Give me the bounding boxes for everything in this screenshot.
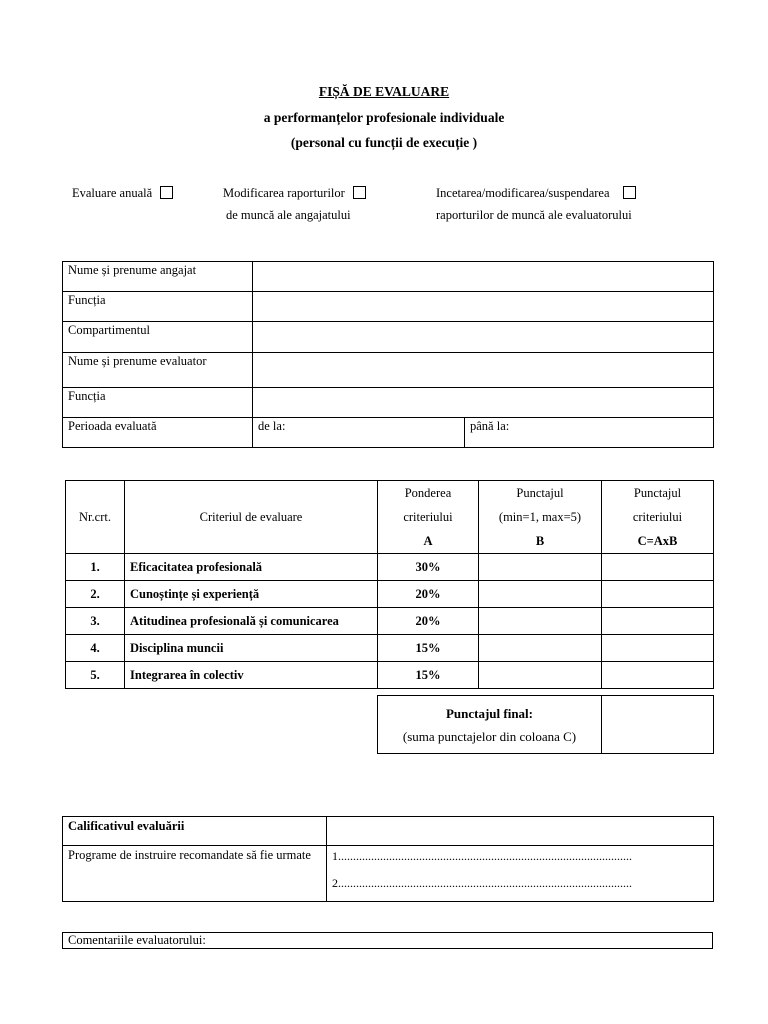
option-annual-label: Evaluare anuală — [72, 186, 153, 200]
header-punctajc-3: C=AxB — [637, 534, 678, 548]
label-programe: Programe de instruire recomandate să fie urmate — [63, 846, 327, 902]
row-pondere: 20% — [378, 581, 479, 608]
header-pondere-1: Ponderea — [404, 486, 452, 500]
criteria-row — [66, 635, 714, 662]
option-modificare-label: Modificarea raporturilor — [223, 186, 345, 200]
criteria-row — [66, 554, 714, 581]
row-punctaj-c[interactable] — [602, 581, 714, 608]
field-compartiment[interactable] — [253, 322, 714, 353]
field-pana-la[interactable] — [465, 418, 714, 448]
row-nr: 5. — [66, 662, 125, 689]
header-punctajc-2: criteriului — [632, 510, 683, 524]
field-programe[interactable] — [327, 846, 714, 902]
header-punctaj-criteriu — [602, 481, 714, 554]
row-criteriu: Atitudinea profesională și comunicarea — [125, 608, 378, 635]
row-punctaj-b[interactable] — [479, 554, 602, 581]
row-nr: 4. — [66, 635, 125, 662]
row-punctaj-b[interactable] — [479, 608, 602, 635]
header-punctaj — [479, 481, 602, 554]
final-score-label-cell — [378, 696, 602, 754]
field-functia-angajat[interactable] — [253, 292, 714, 322]
document-subtitle: a performanțelor profesionale individuale — [263, 110, 505, 125]
row-criteriu: Integrarea în colectiv — [125, 662, 378, 689]
row-criteriu: Eficacitatea profesională — [125, 554, 378, 581]
incetare-checkbox[interactable] — [623, 186, 636, 199]
row-pondere: 20% — [378, 608, 479, 635]
header-punctaj-3: B — [535, 534, 545, 548]
annual-checkbox[interactable] — [160, 186, 173, 199]
header-pondere — [378, 481, 479, 554]
field-functia-evaluator[interactable] — [253, 388, 714, 418]
row-punctaj-c[interactable] — [602, 635, 714, 662]
document-subtitle-2: (personal cu funcții de execuție ) — [290, 135, 478, 150]
row-pondere: 15% — [378, 635, 479, 662]
label-functia-angajat: Funcția — [63, 292, 253, 322]
header-nr: Nr.crt. — [66, 481, 125, 554]
final-score-table — [377, 695, 714, 754]
label-calificativ: Calificativul evaluării — [63, 817, 327, 846]
label-functia-evaluator: Funcția — [63, 388, 253, 418]
row-pondere: 30% — [378, 554, 479, 581]
final-score-label: Punctajul final: — [445, 705, 534, 721]
criteria-table — [65, 480, 714, 689]
label-pana-la: până la: — [470, 419, 510, 433]
header-pondere-3: A — [423, 534, 433, 548]
header-pondere-2: criteriului — [403, 510, 453, 524]
row-punctaj-b[interactable] — [479, 662, 602, 689]
document-title: FIȘĂ DE EVALUARE — [318, 84, 450, 99]
comentarii-table — [62, 932, 713, 949]
label-nume-angajat: Nume și prenume angajat — [63, 262, 253, 292]
option-incetare-line2: raporturilor de muncă ale evaluatorului — [436, 208, 632, 222]
row-nr: 1. — [66, 554, 125, 581]
field-calificativ[interactable] — [327, 817, 714, 846]
option-incetare — [436, 183, 636, 203]
programe-line-2[interactable]: 2.................................................................................................. — [332, 876, 632, 890]
final-score-note: (suma punctajelor din coloana C) — [402, 728, 577, 744]
row-pondere: 15% — [378, 662, 479, 689]
row-punctaj-c[interactable] — [602, 608, 714, 635]
calificativ-table — [62, 816, 714, 902]
criteria-row — [66, 581, 714, 608]
label-compartiment: Compartimentul — [63, 322, 253, 353]
header-punctaj-1: Punctajul — [516, 486, 564, 500]
field-de-la[interactable] — [253, 418, 465, 448]
criteria-row — [66, 608, 714, 635]
header-punctajc-1: Punctajul — [633, 486, 682, 500]
modificare-checkbox[interactable] — [353, 186, 366, 199]
employee-info-table — [62, 261, 714, 448]
criteria-row — [66, 662, 714, 689]
row-punctaj-b[interactable] — [479, 581, 602, 608]
row-nr: 3. — [66, 608, 125, 635]
final-score-field[interactable] — [602, 696, 714, 754]
label-de-la: de la: — [258, 419, 286, 433]
label-nume-evaluator: Nume și prenume evaluator — [63, 353, 253, 388]
field-nume-evaluator[interactable] — [253, 353, 714, 388]
header-criteriu: Criteriul de evaluare — [125, 481, 378, 554]
row-punctaj-c[interactable] — [602, 662, 714, 689]
row-nr: 2. — [66, 581, 125, 608]
row-punctaj-b[interactable] — [479, 635, 602, 662]
label-comentarii: Comentariile evaluatorului: — [68, 933, 206, 947]
option-modificare — [223, 183, 366, 203]
row-punctaj-c[interactable] — [602, 554, 714, 581]
comentarii-cell[interactable] — [63, 933, 713, 949]
label-perioada: Perioada evaluată — [63, 418, 253, 448]
header-punctaj-2: (min=1, max=5) — [498, 510, 582, 524]
option-annual — [72, 183, 173, 203]
option-modificare-line2: de muncă ale angajatului — [226, 208, 351, 222]
row-criteriu: Cunoștințe și experiență — [125, 581, 378, 608]
criteria-header-row — [66, 481, 714, 554]
row-criteriu: Disciplina muncii — [125, 635, 378, 662]
programe-line-1[interactable]: 1.................................................................................................. — [332, 849, 632, 863]
option-incetare-label: Incetarea/modificarea/suspendarea — [436, 186, 610, 200]
field-nume-angajat[interactable] — [253, 262, 714, 292]
